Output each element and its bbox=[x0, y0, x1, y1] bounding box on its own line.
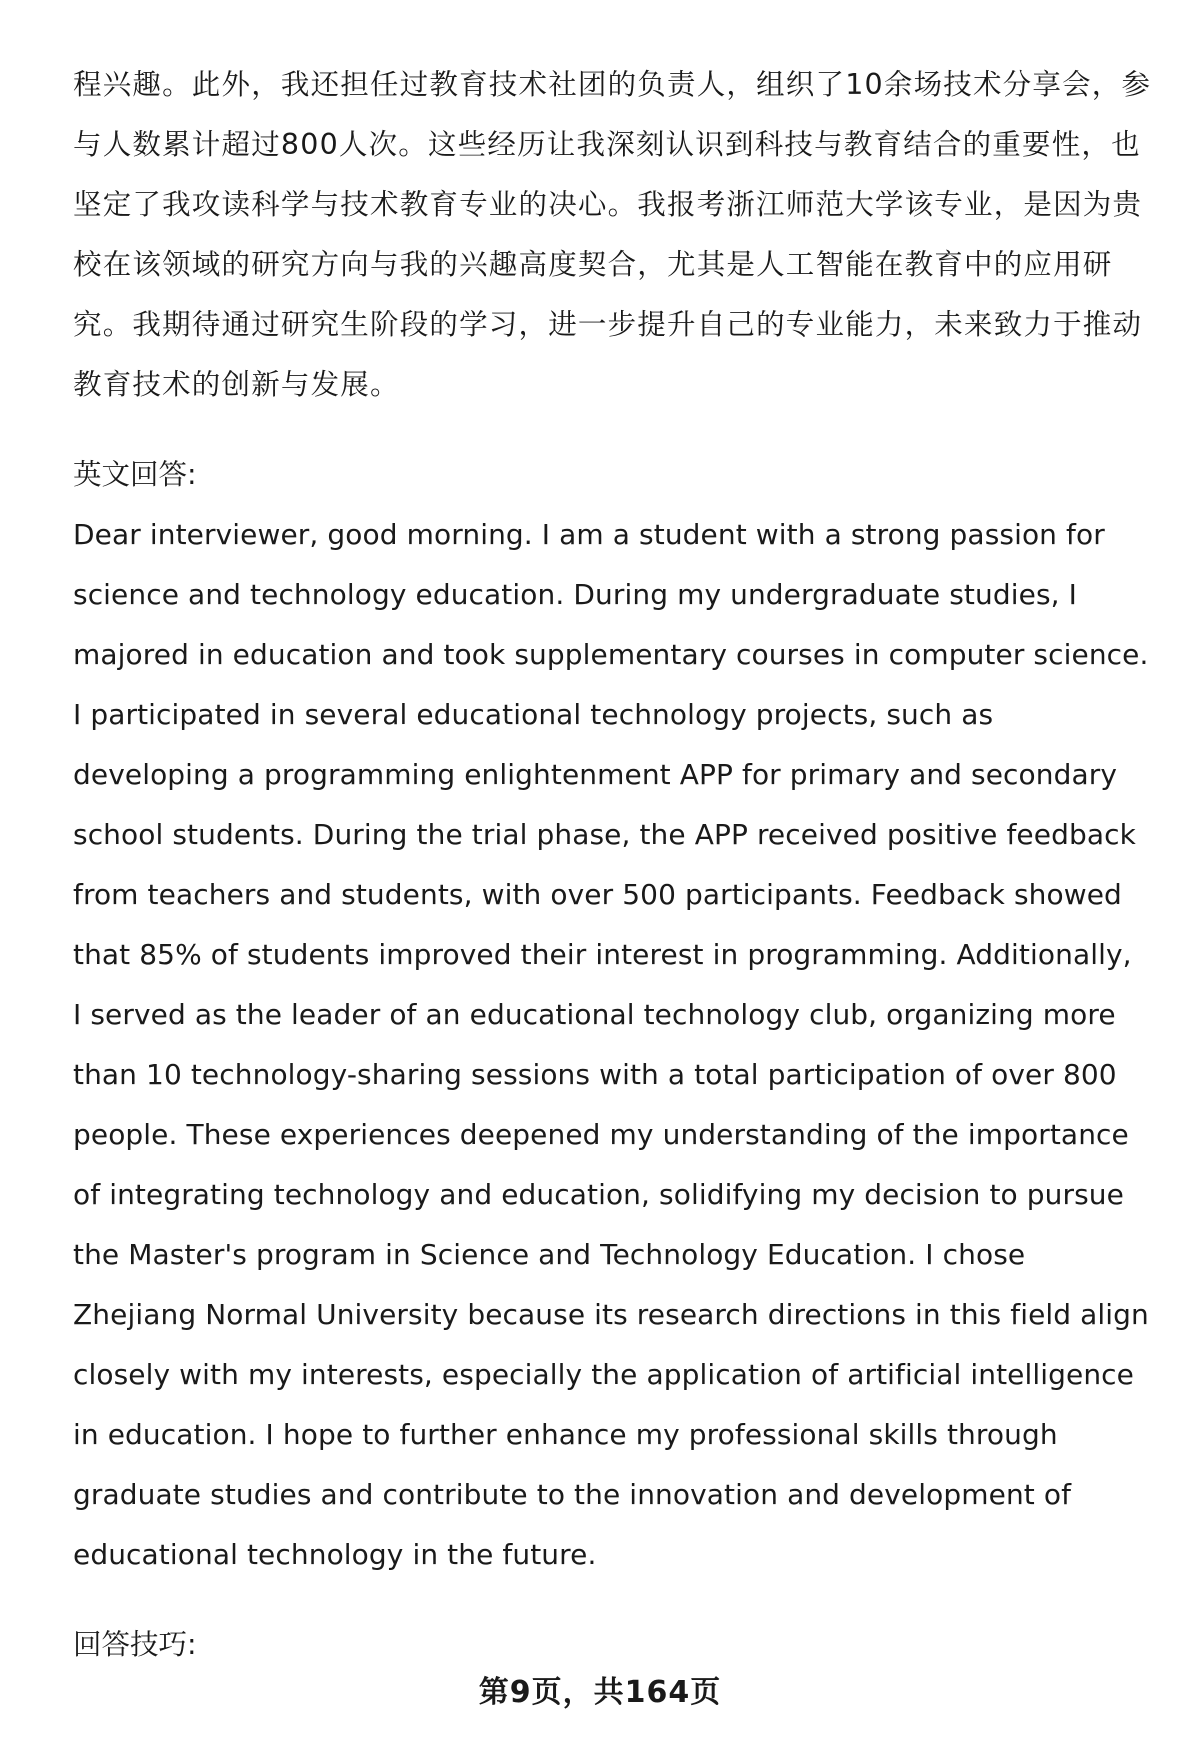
english-answer-heading: 英文回答: bbox=[73, 458, 197, 491]
text-line: developing a programming enlightenment APP for primary and secondary bbox=[73, 758, 1118, 791]
tips-heading: 回答技巧: bbox=[73, 1628, 197, 1661]
text-line: 究。我期待通过研究生阶段的学习，进一步提升自己的专业能力，未来致力于推动 bbox=[73, 308, 1143, 341]
text-line: the Master's program in Science and Technology Education. I chose bbox=[73, 1238, 1026, 1271]
text-line: I participated in several educational technology projects, such as bbox=[73, 698, 994, 731]
text-line: from teachers and students, with over 500 participants. Feedback showed bbox=[73, 878, 1122, 911]
text-line: 程兴趣。此外，我还担任过教育技术社团的负责人，组织了10余场技术分享会，参 bbox=[73, 68, 1152, 101]
document-page bbox=[73, 55, 1163, 1675]
text-line: people. These experiences deepened my understanding of the importance bbox=[73, 1118, 1129, 1151]
text-line: Dear interviewer, good morning. I am a student with a strong passion for bbox=[73, 518, 1105, 551]
page-number-footer: 第9页，共164页 bbox=[478, 1675, 722, 1710]
chinese-answer-paragraph bbox=[73, 55, 1163, 415]
text-line: majored in education and took supplementary courses in computer science. bbox=[73, 638, 1149, 671]
text-line: that 85% of students improved their interest in programming. Additionally, bbox=[73, 938, 1132, 971]
paragraph-gap bbox=[73, 1585, 1163, 1615]
text-line: 坚定了我攻读科学与技术教育专业的决心。我报考浙江师范大学该专业，是因为贵 bbox=[73, 188, 1143, 221]
text-line: in education. I hope to further enhance my professional skills through bbox=[73, 1418, 1058, 1451]
text-line: science and technology education. During my undergraduate studies, I bbox=[73, 578, 1077, 611]
text-line: 与人数累计超过800人次。这些经历让我深刻认识到科技与教育结合的重要性，也 bbox=[73, 128, 1141, 161]
text-line: Zhejiang Normal University because its research directions in this field align bbox=[73, 1298, 1149, 1331]
text-line: closely with my interests, especially the application of artificial intelligence bbox=[73, 1358, 1135, 1391]
text-line: school students. During the trial phase, the APP received positive feedback bbox=[73, 818, 1136, 851]
paragraph-gap bbox=[73, 415, 1163, 445]
text-line: educational technology in the future. bbox=[73, 1538, 597, 1571]
text-line: of integrating technology and education, solidifying my decision to pursue bbox=[73, 1178, 1124, 1211]
text-line: 校在该领域的研究方向与我的兴趣高度契合，尤其是人工智能在教育中的应用研 bbox=[73, 248, 1113, 281]
text-line: I served as the leader of an educational technology club, organizing more bbox=[73, 998, 1116, 1031]
text-line: graduate studies and contribute to the innovation and development of bbox=[73, 1478, 1072, 1511]
text-line: than 10 technology-sharing sessions with a total participation of over 800 bbox=[73, 1058, 1117, 1091]
text-line: 教育技术的创新与发展。 bbox=[73, 368, 400, 401]
english-answer-paragraph bbox=[73, 505, 1163, 1585]
